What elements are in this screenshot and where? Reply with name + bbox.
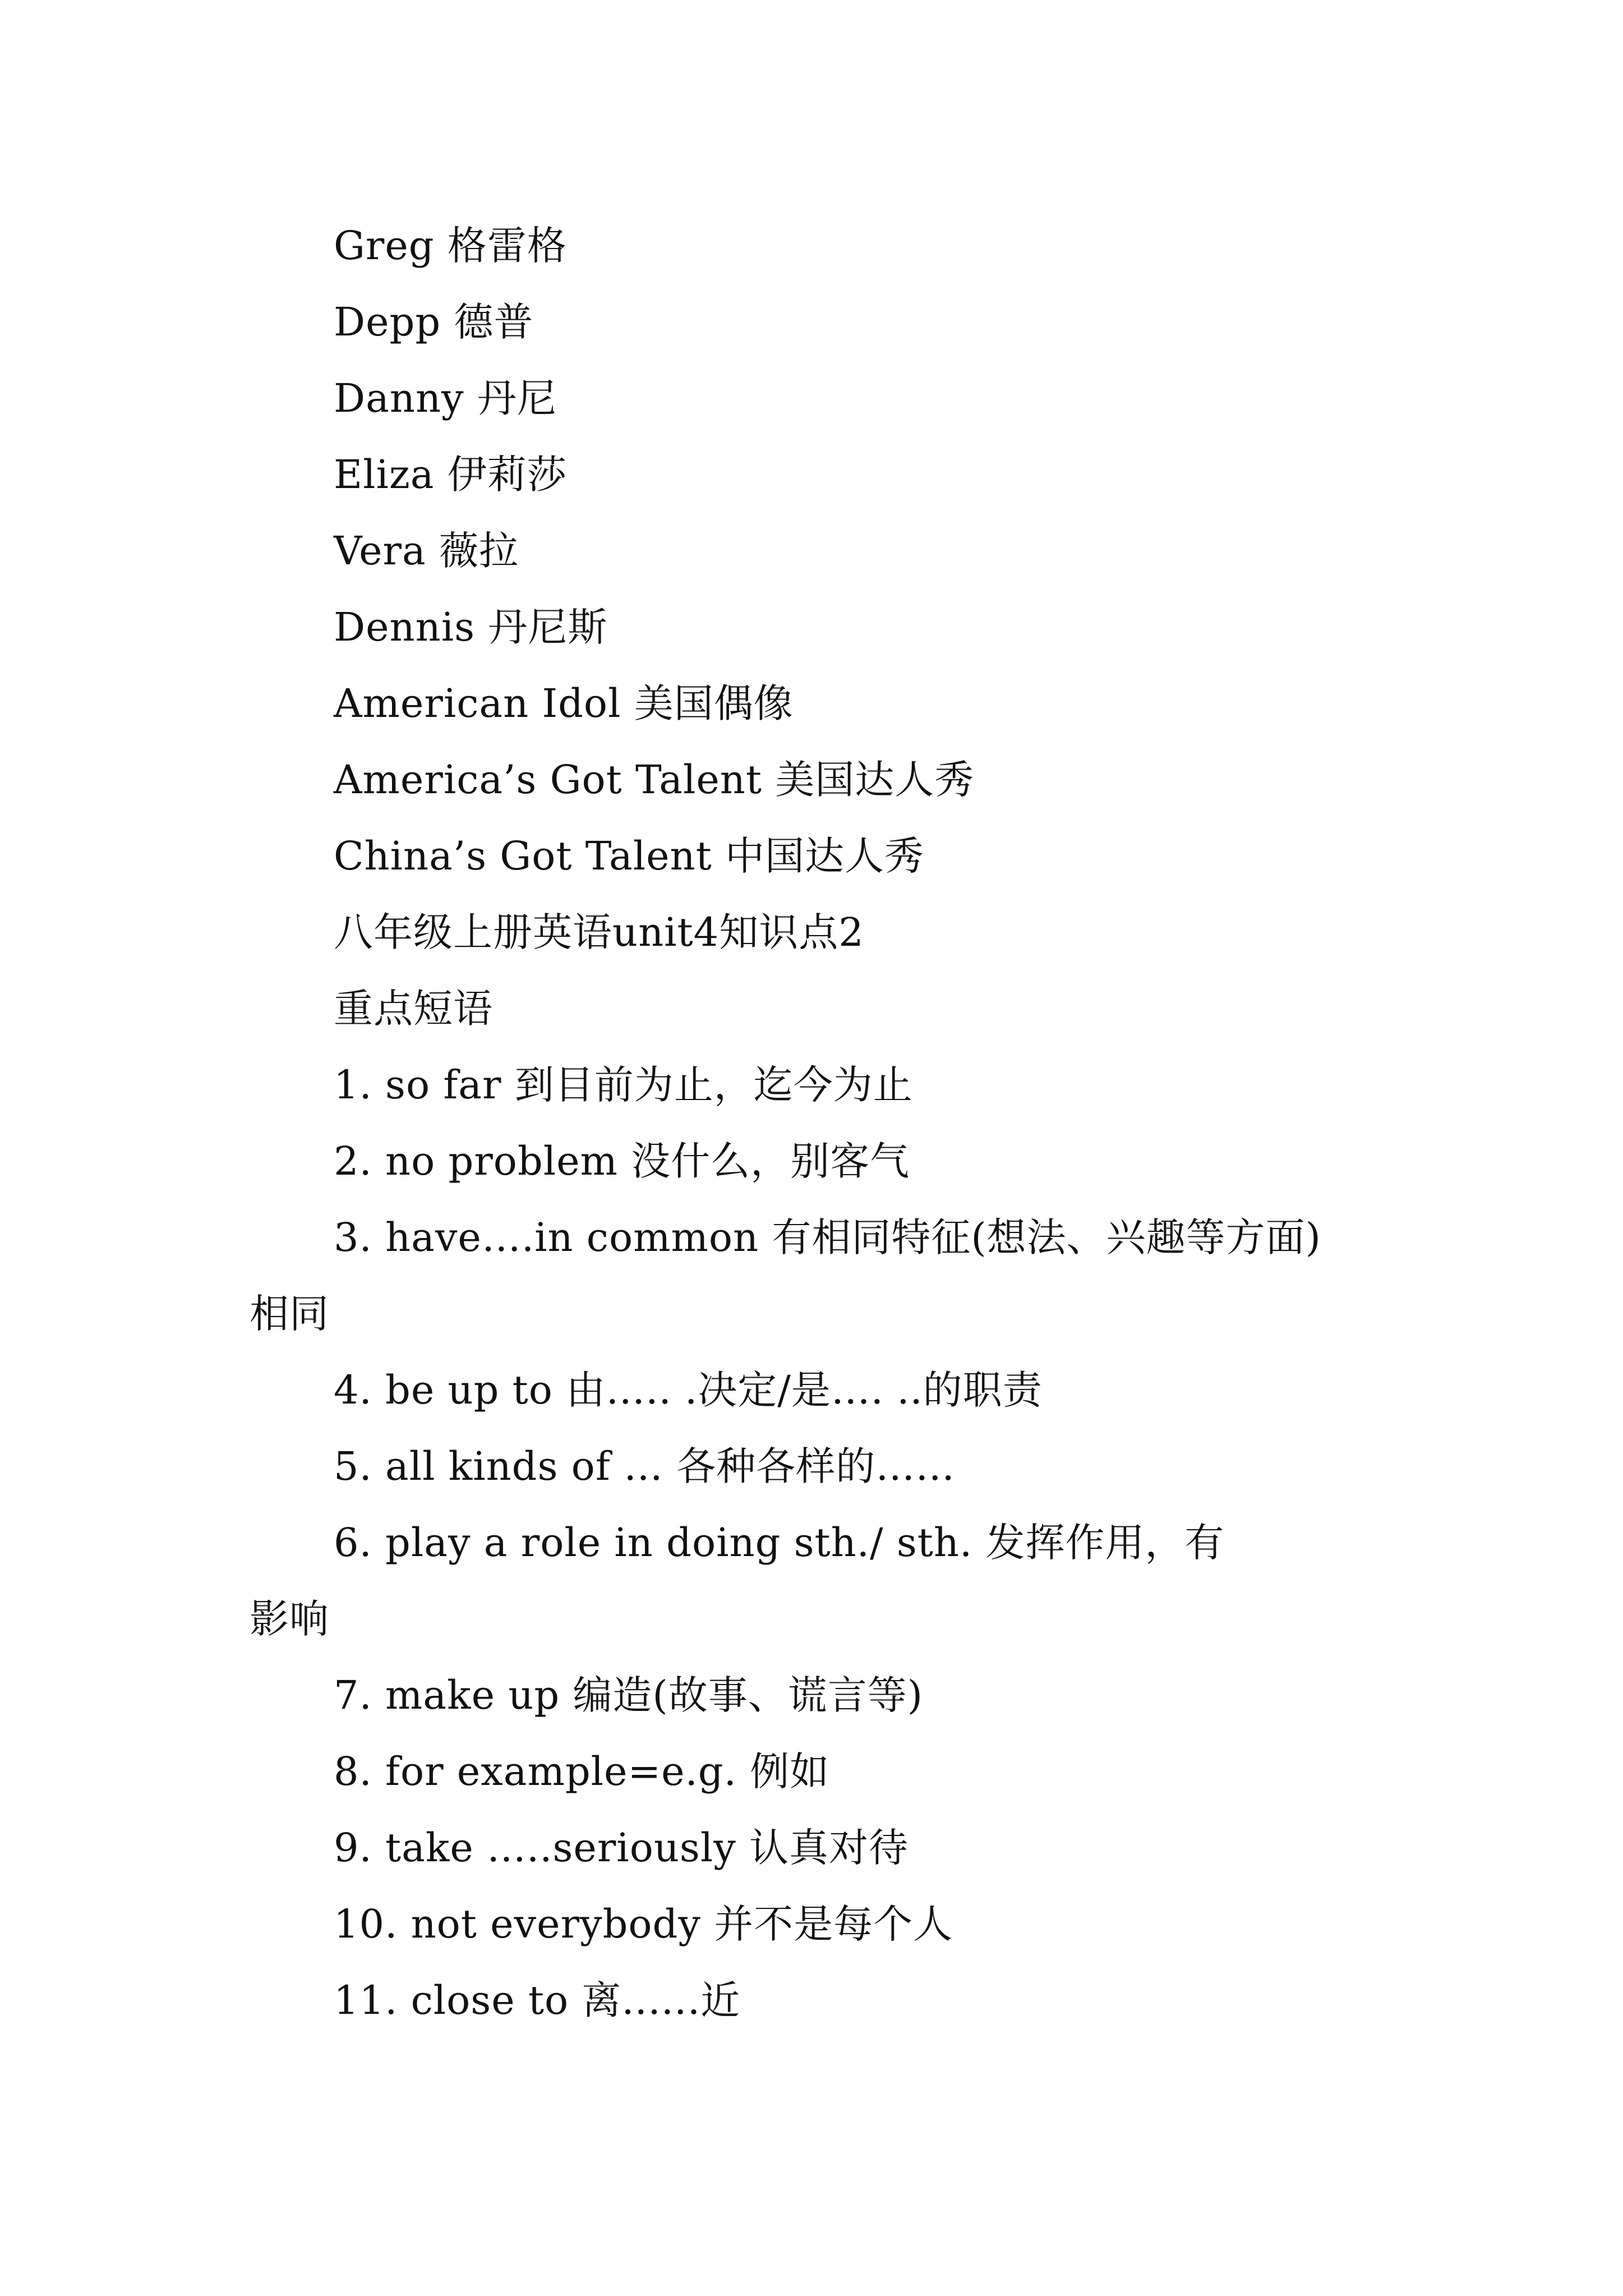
phrase-4: 4. be up to 由….. .决定/是…. ..的职责 <box>334 1367 1043 1413</box>
show-chinas-got-talent: China’s Got Talent 中国达人秀 <box>334 833 924 879</box>
phrase-6: 6. play a role in doing sth./ sth. 发挥作用，有 <box>334 1520 1225 1566</box>
phrase-3-continued: 相同 <box>250 1291 329 1337</box>
phrase-2: 2. no problem 没什么，别客气 <box>334 1138 910 1184</box>
name-greg: Greg 格雷格 <box>334 223 567 269</box>
name-eliza: Eliza 伊莉莎 <box>334 452 567 498</box>
name-danny: Danny 丹尼 <box>334 375 557 421</box>
phrase-7: 7. make up 编造(故事、谎言等) <box>334 1672 924 1718</box>
phrase-10: 10. not everybody 并不是每个人 <box>334 1901 953 1947</box>
name-dennis: Dennis 丹尼斯 <box>334 604 608 650</box>
phrase-6-continued: 影响 <box>250 1596 329 1642</box>
phrase-11: 11. close to 离..….近 <box>334 1977 741 2023</box>
phrase-8: 8. for example=e.g. 例如 <box>334 1749 830 1795</box>
section-title: 八年级上册英语unit4知识点2 <box>334 909 864 955</box>
show-american-idol: American Idol 美国偶像 <box>334 680 794 726</box>
phrase-9: 9. take …..seriously 认真对待 <box>334 1825 909 1871</box>
phrase-5: 5. all kinds of … 各种各样的…… <box>334 1443 956 1489</box>
document-body <box>250 208 1388 2039</box>
section-subtitle: 重点短语 <box>334 986 493 1032</box>
name-vera: Vera 薇拉 <box>334 528 519 574</box>
name-depp: Depp 德普 <box>334 299 534 345</box>
show-americas-got-talent: America’s Got Talent 美国达人秀 <box>334 757 975 803</box>
phrase-3: 3. have….in common 有相同特征(想法、兴趣等方面) <box>334 1214 1321 1260</box>
phrase-1: 1. so far 到目前为止，迄今为止 <box>334 1062 913 1108</box>
